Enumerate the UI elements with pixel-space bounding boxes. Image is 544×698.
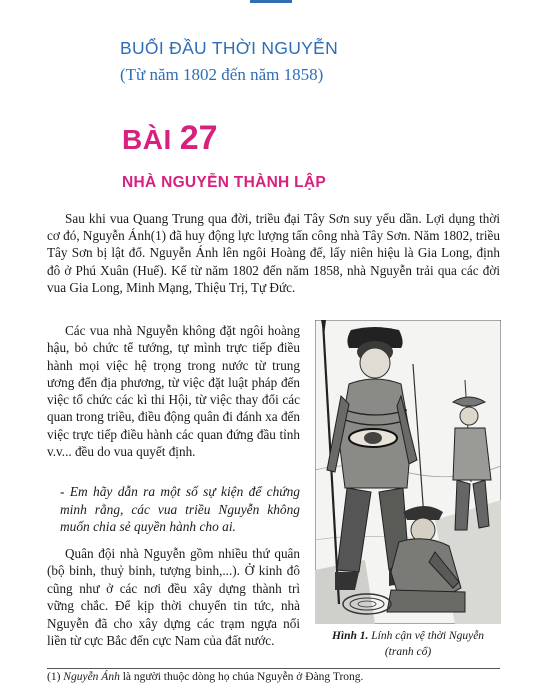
top-accent-mark (250, 0, 292, 3)
intro-paragraph: Sau khi vua Quang Trung qua đời, triều đại Tây Sơn suy yếu dần. Lợi dụng thời cơ đó, Nguyễn Ánh(1) đã huy động lực lượng tấn công nhà Tây Sơn. Năm 1802, triều Tây Sơn bị lật đổ. Nguyễn Ánh lên ngôi Hoàng đế, lấy niên hiệu là Gia Long, định đô ở Phú Xuân (Huế). Kể từ năm 1802 đến năm 1858, nhà Nguyễn trải qua các đời vua Gia Long, Minh Mạng, Thiệu Trị, Tự Đức. (47, 211, 500, 295)
footnote (47, 671, 507, 683)
lesson-label: BÀI (122, 124, 172, 155)
lesson-number (122, 121, 218, 155)
part-subtitle: (Từ năm 1802 đến năm 1858) (120, 65, 324, 84)
governance-paragraph: Các vua nhà Nguyễn không đặt ngôi hoàng hậu, bỏ chức tể tướng, tự mình trực tiếp điều hành mọi việc hệ trọng trong nước từ trung ương đến địa phương, từ việc đặt luật pháp đến việc tổ chức các kì thi Hội, từ việc thay đổi các quan trong triều, điều động quân đi đánh xa đến việc trực tiếp điều hành các quan đứng đầu tỉnh v.v... đều do vua quyết định. (47, 323, 300, 460)
lesson-number-value: 27 (179, 119, 218, 157)
figure-caption-text: Lính cận vệ thời Nguyễn (371, 630, 485, 642)
lesson-title: NHÀ NGUYỄN THÀNH LẬP (122, 174, 327, 191)
figure-label: Hình 1. (331, 630, 369, 642)
army-paragraph: Quân đội nhà Nguyễn gồm nhiều thứ quân (bộ binh, thuỷ binh, tượng binh,...). Ở kinh đô cũng như ở các nơi đều xây dựng thành trì vững chắc. Để kịp thời chuyển tin tức, nhà Nguyễn đã cho xây dựng các trạm ngựa nối liền từ cực Bắc đến cực Nam của đất nước. (47, 546, 300, 649)
question-paragraph: - Em hãy dẫn ra một số sự kiện để chứng minh rằng, các vua triều Nguyễn không muốn chia sẻ quyền hành cho ai. (60, 484, 300, 534)
guard-illustration (315, 320, 501, 624)
figure-caption (308, 628, 508, 660)
footnote-text: là người thuộc dòng họ chúa Nguyễn ở Đàng Trong. (122, 671, 364, 683)
figure-note: (tranh cổ) (384, 646, 432, 658)
footnote-marker: (1) (47, 671, 61, 683)
top-bar (0, 0, 544, 8)
footnote-name: Nguyễn Ánh (63, 671, 120, 683)
part-title: BUỔI ĐẦU THỜI NGUYỄN (120, 38, 339, 58)
footnote-divider (47, 668, 500, 669)
